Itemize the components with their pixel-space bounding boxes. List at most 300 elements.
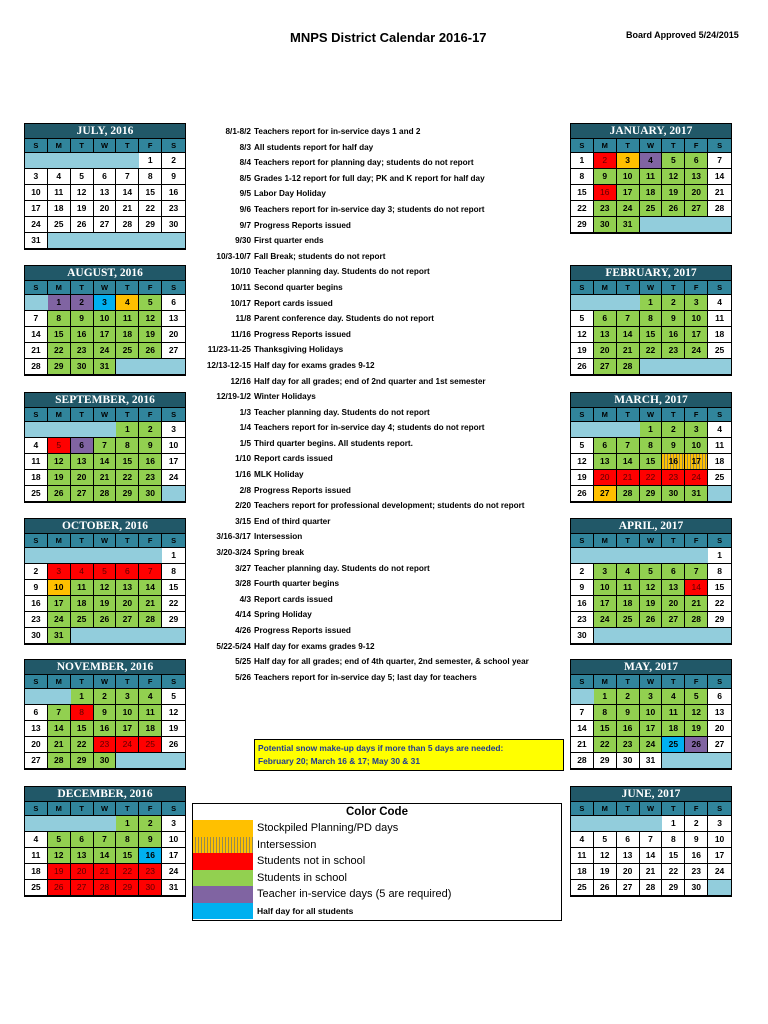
day-cell: 22 [139, 201, 162, 217]
day-cell: 14 [48, 721, 71, 737]
day-cell: 14 [94, 848, 117, 864]
day-cell: 1 [594, 689, 617, 705]
day-cell: 31 [48, 628, 71, 644]
day-cell: 13 [71, 454, 94, 470]
event-row [190, 545, 568, 561]
event-description: Parent conference day. Students do not report [254, 314, 435, 324]
event-date: 5/25 [235, 657, 251, 667]
event-description: Progress Reports issued [254, 329, 351, 339]
day-cell: 29 [571, 217, 594, 233]
empty-day-cell [139, 233, 162, 249]
day-cell: 19 [571, 343, 594, 359]
day-cell: 17 [594, 596, 617, 612]
day-cell: 2 [25, 564, 48, 580]
day-cell: 2 [139, 816, 162, 832]
day-cell: 27 [25, 753, 48, 769]
day-cell: 24 [640, 737, 663, 753]
day-cell: 23 [662, 470, 685, 486]
event-date: 9/7 [239, 220, 251, 230]
event-row [190, 358, 568, 374]
day-cell: 13 [662, 580, 685, 596]
event-description: Half day for exams grades 9-12 [254, 641, 375, 651]
day-cell: 11 [25, 848, 48, 864]
day-cell: 7 [617, 438, 640, 454]
day-cell: 8 [116, 438, 139, 454]
weekday-header: M [48, 408, 71, 422]
day-cell: 26 [685, 737, 708, 753]
event-row [190, 420, 568, 436]
day-cell: 10 [685, 438, 708, 454]
weekday-header: T [662, 675, 685, 689]
day-cell: 1 [662, 816, 685, 832]
day-cell: 26 [571, 486, 594, 502]
month-calendar [570, 659, 732, 770]
day-cell: 8 [640, 311, 663, 327]
event-description: Teachers report for planning day; students do not report [254, 158, 474, 168]
day-cell: 22 [662, 864, 685, 880]
day-cell: 20 [162, 327, 185, 343]
empty-day-cell [116, 753, 139, 769]
day-cell: 4 [139, 689, 162, 705]
event-description: Fall Break; students do not report [254, 251, 386, 261]
day-cell: 11 [71, 580, 94, 596]
day-cell: 8 [139, 169, 162, 185]
empty-day-cell [94, 628, 117, 644]
day-cell: 31 [640, 753, 663, 769]
month-calendar [24, 659, 186, 770]
day-cell: 15 [139, 185, 162, 201]
event-row [190, 171, 568, 187]
event-row [190, 327, 568, 343]
weekday-header: M [594, 802, 617, 816]
day-cell: 23 [139, 864, 162, 880]
weekday-header: T [71, 139, 94, 153]
event-row [190, 186, 568, 202]
day-cell: 15 [708, 580, 731, 596]
event-description: Half day for all grades; end of 4th quarter, 2nd semester, & school year [254, 657, 529, 667]
event-description: Thanksgiving Holidays [254, 345, 344, 355]
event-description: Progress Reports issued [254, 220, 351, 230]
event-row [190, 264, 568, 280]
day-cell: 18 [617, 596, 640, 612]
day-cell: 2 [617, 689, 640, 705]
day-cell: 6 [708, 689, 731, 705]
weekday-header: T [71, 408, 94, 422]
day-cell: 30 [617, 753, 640, 769]
day-cell: 27 [71, 880, 94, 896]
event-description: Teacher planning day. Students do not report [254, 267, 430, 277]
day-cell: 19 [139, 327, 162, 343]
event-description: Teachers report for in-service day 4; students do not report [254, 423, 485, 433]
day-cell: 8 [71, 705, 94, 721]
day-cell: 26 [48, 880, 71, 896]
event-description: Teachers report for in-service days 1 and 2 [254, 127, 421, 136]
month-calendar [570, 392, 732, 503]
empty-day-cell [708, 359, 731, 375]
day-cell: 16 [685, 848, 708, 864]
day-cell: 17 [640, 721, 663, 737]
day-cell: 11 [139, 705, 162, 721]
weekday-header: T [617, 802, 640, 816]
empty-day-cell [94, 153, 117, 169]
empty-day-cell [94, 816, 117, 832]
legend-swatch [193, 820, 253, 837]
weekday-header: T [116, 802, 139, 816]
weekday-header: M [48, 281, 71, 295]
event-description: Progress Reports issued [254, 485, 351, 495]
empty-day-cell [48, 153, 71, 169]
day-cell: 10 [617, 169, 640, 185]
empty-day-cell [71, 628, 94, 644]
day-cell: 29 [662, 880, 685, 896]
event-date: 3/15 [235, 516, 251, 526]
event-row [190, 280, 568, 296]
day-cell: 25 [571, 880, 594, 896]
weekday-header: T [617, 139, 640, 153]
month-calendar [24, 518, 186, 645]
day-cell: 20 [617, 864, 640, 880]
empty-day-cell [94, 548, 117, 564]
legend-label: Teacher in-service days (5 are required) [257, 888, 452, 901]
empty-day-cell [116, 628, 139, 644]
weekday-header: W [640, 139, 663, 153]
event-date: 1/16 [235, 470, 251, 480]
day-cell: 2 [662, 295, 685, 311]
empty-day-cell [708, 753, 731, 769]
empty-day-cell [708, 880, 731, 896]
weekday-header: S [25, 675, 48, 689]
day-cell: 1 [571, 153, 594, 169]
event-date: 8/1-8/2 [225, 127, 251, 136]
day-cell: 15 [48, 327, 71, 343]
month-calendar [24, 265, 186, 376]
day-cell: 1 [48, 295, 71, 311]
snow-note-line2: February 20; March 16 & 17; May 30 & 31 [258, 756, 420, 766]
day-cell: 24 [162, 470, 185, 486]
day-cell: 4 [48, 169, 71, 185]
legend-title: Color Code [346, 806, 408, 818]
empty-day-cell [685, 628, 708, 644]
day-cell: 27 [708, 737, 731, 753]
empty-day-cell [139, 628, 162, 644]
day-cell: 28 [48, 753, 71, 769]
day-cell: 21 [571, 737, 594, 753]
day-cell: 16 [662, 454, 685, 470]
weekday-header: T [617, 281, 640, 295]
day-cell: 8 [640, 438, 663, 454]
day-cell: 26 [48, 486, 71, 502]
event-description: All students report for half day [254, 142, 374, 152]
color-code-legend [192, 803, 562, 921]
month-title: OCTOBER, 2016 [25, 519, 185, 534]
event-description: Report cards issued [254, 594, 333, 604]
month-title: SEPTEMBER, 2016 [25, 393, 185, 408]
day-cell: 9 [139, 832, 162, 848]
day-cell: 14 [617, 454, 640, 470]
event-row [190, 342, 568, 358]
event-row [190, 374, 568, 390]
event-row [190, 576, 568, 592]
empty-day-cell [594, 422, 617, 438]
day-cell: 30 [139, 880, 162, 896]
events-list [190, 124, 568, 685]
day-cell: 15 [71, 721, 94, 737]
legend-swatch [193, 870, 253, 887]
board-approved-note: Board Approved 5/24/2015 [626, 30, 739, 40]
event-row [190, 436, 568, 452]
day-cell: 19 [640, 596, 663, 612]
empty-day-cell [617, 816, 640, 832]
event-description: Grades 1-12 report for full day; PK and K report for half day [254, 173, 485, 183]
weekday-header: W [640, 675, 663, 689]
empty-day-cell [48, 816, 71, 832]
day-cell: 6 [594, 311, 617, 327]
event-date: 8/4 [239, 158, 251, 168]
day-cell: 9 [662, 438, 685, 454]
day-cell: 26 [94, 612, 117, 628]
day-cell: 30 [571, 628, 594, 644]
day-cell: 29 [71, 753, 94, 769]
event-date: 8/3 [239, 142, 251, 152]
empty-day-cell [116, 233, 139, 249]
day-cell: 31 [685, 486, 708, 502]
empty-day-cell [685, 217, 708, 233]
event-row [190, 467, 568, 483]
day-cell: 18 [139, 721, 162, 737]
weekday-header: S [162, 281, 185, 295]
empty-day-cell [139, 753, 162, 769]
month-calendar [24, 786, 186, 897]
month-calendar [570, 123, 732, 234]
event-description: Teachers report for in-service day 3; students do not report [254, 204, 485, 214]
day-cell: 22 [71, 737, 94, 753]
day-cell: 20 [594, 470, 617, 486]
day-cell: 17 [708, 848, 731, 864]
event-row [190, 389, 568, 405]
day-cell: 18 [116, 327, 139, 343]
day-cell: 18 [640, 185, 663, 201]
day-cell: 27 [94, 217, 117, 233]
day-cell: 29 [116, 486, 139, 502]
event-date: 5/26 [235, 672, 251, 682]
day-cell: 8 [571, 169, 594, 185]
weekday-header: S [162, 802, 185, 816]
empty-day-cell [571, 816, 594, 832]
empty-day-cell [116, 359, 139, 375]
day-cell: 13 [162, 311, 185, 327]
event-description: Spring Holiday [254, 610, 312, 620]
event-row [190, 514, 568, 530]
empty-day-cell [571, 548, 594, 564]
empty-day-cell [708, 217, 731, 233]
day-cell: 22 [708, 596, 731, 612]
day-cell: 7 [139, 564, 162, 580]
event-date: 9/30 [235, 236, 251, 246]
day-cell: 12 [162, 705, 185, 721]
legend-label: Intersession [257, 838, 317, 851]
event-row [190, 233, 568, 249]
weekday-header: F [139, 281, 162, 295]
day-cell: 10 [116, 705, 139, 721]
event-row [190, 561, 568, 577]
day-cell: 14 [617, 327, 640, 343]
day-cell: 3 [685, 295, 708, 311]
day-cell: 8 [162, 564, 185, 580]
day-cell: 7 [25, 311, 48, 327]
day-cell: 13 [708, 705, 731, 721]
day-cell: 25 [640, 201, 663, 217]
event-date: 10/17 [230, 298, 251, 308]
day-cell: 4 [640, 153, 663, 169]
day-cell: 3 [640, 689, 663, 705]
day-cell: 6 [116, 564, 139, 580]
day-cell: 21 [640, 864, 663, 880]
weekday-header: T [662, 534, 685, 548]
empty-day-cell [25, 816, 48, 832]
day-cell: 4 [617, 564, 640, 580]
day-cell: 2 [94, 689, 117, 705]
day-cell: 18 [48, 201, 71, 217]
weekday-header: T [617, 408, 640, 422]
weekday-header: F [139, 802, 162, 816]
weekday-header: W [94, 408, 117, 422]
day-cell: 24 [25, 217, 48, 233]
event-date: 8/5 [239, 173, 251, 183]
day-cell: 14 [640, 848, 663, 864]
day-cell: 20 [116, 596, 139, 612]
day-cell: 8 [116, 832, 139, 848]
day-cell: 25 [708, 470, 731, 486]
day-cell: 27 [594, 359, 617, 375]
day-cell: 9 [685, 832, 708, 848]
weekday-header: W [94, 802, 117, 816]
event-date: 4/3 [239, 594, 251, 604]
day-cell: 18 [571, 864, 594, 880]
day-cell: 4 [25, 832, 48, 848]
weekday-header: M [594, 408, 617, 422]
day-cell: 24 [94, 343, 117, 359]
day-cell: 28 [571, 753, 594, 769]
day-cell: 28 [708, 201, 731, 217]
day-cell: 21 [617, 470, 640, 486]
day-cell: 17 [685, 454, 708, 470]
day-cell: 6 [662, 564, 685, 580]
weekday-header: T [116, 281, 139, 295]
day-cell: 11 [640, 169, 663, 185]
day-cell: 21 [617, 343, 640, 359]
empty-day-cell [662, 359, 685, 375]
weekday-header: T [116, 675, 139, 689]
day-cell: 27 [617, 880, 640, 896]
event-row [190, 311, 568, 327]
snow-makeup-note [254, 739, 564, 771]
event-description: Winter Holidays [254, 392, 316, 402]
weekday-header: T [116, 139, 139, 153]
day-cell: 30 [685, 880, 708, 896]
event-description: First quarter ends [254, 236, 324, 246]
legend-item [193, 886, 561, 903]
day-cell: 2 [685, 816, 708, 832]
day-cell: 4 [116, 295, 139, 311]
day-cell: 5 [594, 832, 617, 848]
day-cell: 24 [708, 864, 731, 880]
day-cell: 30 [71, 359, 94, 375]
day-cell: 17 [116, 721, 139, 737]
empty-day-cell [617, 422, 640, 438]
weekday-header: T [662, 281, 685, 295]
empty-day-cell [25, 689, 48, 705]
snow-note-line1: Potential snow make-up days if more than 5 days are needed: [258, 743, 504, 753]
day-cell: 13 [25, 721, 48, 737]
event-date: 1/10 [235, 454, 251, 464]
day-cell: 14 [116, 185, 139, 201]
weekday-header: S [708, 802, 731, 816]
month-calendar [570, 786, 732, 897]
day-cell: 7 [708, 153, 731, 169]
day-cell: 9 [162, 169, 185, 185]
month-title: JUNE, 2017 [571, 787, 731, 802]
empty-day-cell [71, 233, 94, 249]
event-date: 12/16 [230, 376, 251, 386]
event-date: 2/8 [239, 485, 251, 495]
day-cell: 16 [139, 848, 162, 864]
empty-day-cell [685, 548, 708, 564]
empty-day-cell [48, 689, 71, 705]
day-cell: 1 [162, 548, 185, 564]
event-date: 4/14 [235, 610, 251, 620]
day-cell: 9 [617, 705, 640, 721]
event-date: 3/20-3/24 [216, 548, 251, 558]
day-cell: 6 [617, 832, 640, 848]
day-cell: 6 [71, 832, 94, 848]
day-cell: 30 [139, 486, 162, 502]
day-cell: 21 [48, 737, 71, 753]
day-cell: 12 [571, 327, 594, 343]
weekday-header: S [708, 675, 731, 689]
day-cell: 18 [708, 454, 731, 470]
day-cell: 27 [594, 486, 617, 502]
day-cell: 25 [139, 737, 162, 753]
day-cell: 28 [116, 217, 139, 233]
empty-day-cell [94, 233, 117, 249]
day-cell: 23 [662, 343, 685, 359]
weekday-header: M [594, 534, 617, 548]
day-cell: 5 [48, 832, 71, 848]
day-cell: 6 [594, 438, 617, 454]
event-row [190, 529, 568, 545]
weekday-header: F [685, 675, 708, 689]
day-cell: 23 [685, 864, 708, 880]
day-cell: 7 [685, 564, 708, 580]
event-row [190, 202, 568, 218]
day-cell: 17 [685, 327, 708, 343]
day-cell: 7 [116, 169, 139, 185]
event-row [190, 124, 568, 140]
day-cell: 18 [662, 721, 685, 737]
weekday-header: T [617, 675, 640, 689]
day-cell: 22 [116, 470, 139, 486]
weekday-header: S [708, 534, 731, 548]
legend-label: Half day for all students [257, 905, 354, 916]
weekday-header: F [685, 802, 708, 816]
weekday-header: T [71, 675, 94, 689]
empty-day-cell [594, 816, 617, 832]
weekday-header: S [571, 675, 594, 689]
month-title: APRIL, 2017 [571, 519, 731, 534]
day-cell: 19 [571, 470, 594, 486]
day-cell: 4 [25, 438, 48, 454]
day-cell: 23 [617, 737, 640, 753]
